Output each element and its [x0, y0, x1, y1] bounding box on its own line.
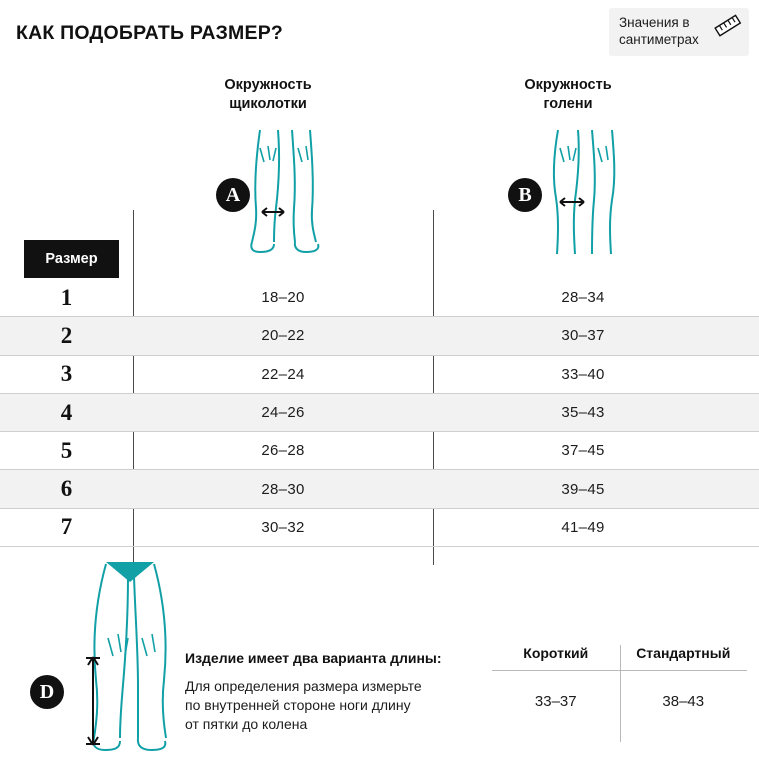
cell-size: 1 [60, 284, 73, 310]
length-table-divider [620, 645, 621, 742]
leg-illustration-calf [532, 128, 642, 258]
cell-calf: 35–43 [561, 404, 605, 422]
units-note-line1: Значения в [619, 15, 690, 30]
ruler-icon [714, 14, 742, 38]
size-column-label: Размер [24, 240, 119, 278]
cell-size: 4 [60, 399, 73, 425]
length-instructions-title: Изделие имеет два варианта длины: [185, 650, 442, 666]
units-note [609, 8, 749, 56]
badge-b: B [508, 178, 542, 212]
cell-calf: 28–34 [561, 289, 605, 307]
cell-size: 5 [60, 437, 73, 463]
length-table [492, 645, 747, 710]
cell-calf: 41–49 [561, 518, 605, 536]
table-row [0, 317, 759, 355]
cell-ankle: 28–30 [261, 480, 305, 498]
column-heading-calf-line2: голени [543, 96, 593, 112]
cell-ankle: 22–24 [261, 365, 305, 383]
column-heading-calf-line1: Окружность [524, 77, 612, 93]
cell-calf: 33–40 [561, 365, 605, 383]
cell-size: 2 [60, 322, 73, 348]
cell-ankle: 26–28 [261, 442, 305, 460]
table-row [0, 432, 759, 470]
column-heading-ankle-line2: щиколотки [229, 96, 307, 112]
length-instructions-line3: от пятки до колена [185, 716, 308, 732]
table-row [0, 356, 759, 394]
length-arrow-icon [86, 655, 100, 747]
cell-size: 6 [60, 476, 73, 502]
table-row [0, 279, 759, 317]
cell-calf: 39–45 [561, 480, 605, 498]
length-header-short: Короткий [523, 645, 589, 661]
column-heading-ankle-line1: Окружность [224, 77, 312, 93]
length-instructions-line2: по внутренней стороне ноги длину [185, 697, 411, 713]
length-instructions-line1: Для определения размера измерьте [185, 678, 422, 694]
cell-size: 3 [60, 361, 73, 387]
badge-a: A [216, 178, 250, 212]
cell-calf: 30–37 [561, 327, 605, 345]
table-row [0, 509, 759, 547]
cell-ankle: 20–22 [261, 327, 305, 345]
length-instructions [185, 650, 485, 734]
cell-calf: 37–45 [561, 442, 605, 460]
units-note-line2: сантиметрах [619, 32, 699, 47]
length-value-short: 33–37 [534, 693, 577, 710]
badge-d: D [30, 675, 64, 709]
cell-ankle: 30–32 [261, 518, 305, 536]
size-table [0, 279, 759, 547]
length-header-standard: Стандартный [636, 645, 731, 661]
column-heading-ankle [168, 76, 368, 114]
length-instructions-body [185, 677, 485, 734]
length-value-standard: 38–43 [662, 693, 705, 710]
table-row [0, 394, 759, 432]
cell-size: 7 [60, 514, 73, 540]
cell-ankle: 24–26 [261, 404, 305, 422]
column-heading-calf [468, 76, 668, 114]
page-title: КАК ПОДОБРАТЬ РАЗМЕР? [16, 22, 284, 44]
table-row [0, 470, 759, 508]
cell-ankle: 18–20 [261, 289, 305, 307]
